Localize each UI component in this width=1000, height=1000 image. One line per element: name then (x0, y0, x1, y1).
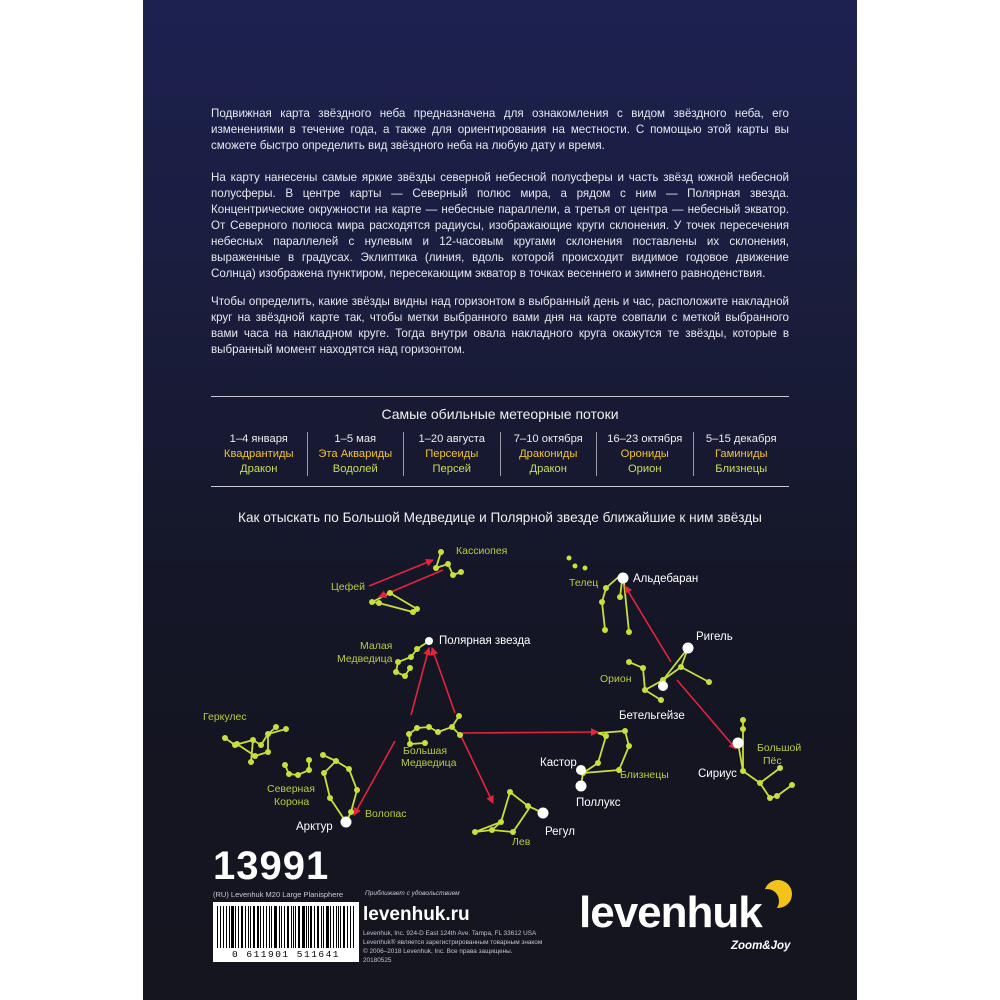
arrow-to-sirius (677, 680, 736, 749)
arrow-to-castor (462, 732, 598, 733)
corona-label-line2: Корона (274, 796, 310, 808)
barcode-bar (287, 906, 289, 948)
barcode-bar (291, 906, 292, 948)
barcode-bar (250, 906, 251, 948)
arcturus-star (341, 817, 352, 828)
barcode-bar (279, 906, 281, 948)
catalog-number: 13991 (213, 844, 330, 888)
bright-stars (341, 573, 744, 828)
regulus-label: Регул (545, 826, 575, 838)
betelgeuse-star (658, 681, 668, 691)
barcode-digits: 0 611901 511641 (231, 949, 340, 960)
barcode-bar (226, 906, 227, 948)
barcode-bar (271, 906, 272, 948)
meteor-date: 7–10 октября (513, 433, 583, 445)
meteor-shower (500, 432, 597, 476)
meteor-constellation: Орион (627, 463, 662, 475)
barcode-bar (353, 906, 354, 948)
canis-major-label-line2: Пёс (763, 755, 782, 767)
corona-label-line1: Северная (267, 783, 315, 795)
meteor-table (211, 432, 789, 476)
meteor-date: 1–5 мая (334, 433, 377, 445)
meteor-shower (307, 432, 404, 476)
arrow-to-cassiopeia (369, 560, 433, 586)
gemini-label: Близнецы (620, 769, 669, 781)
rigel-label: Ригель (696, 631, 733, 643)
barcode-bar (269, 906, 270, 948)
barcode-bar (229, 906, 230, 948)
leo-figure (475, 792, 543, 832)
meteor-shower (596, 432, 693, 476)
constellation-diagram (143, 530, 857, 850)
barcode-bar (330, 906, 331, 948)
ursa-minor-label-line1: Малая (360, 640, 393, 652)
bootes-label: Волопас (365, 808, 407, 820)
meteor-name: Персеиды (425, 448, 479, 460)
footer (143, 840, 857, 1000)
legal-line: Levenhuk® является зарегистрированным товарным знаком (363, 939, 543, 946)
ursa-major-label-line1: Большая (403, 745, 448, 757)
meteor-constellation: Дракон (240, 463, 278, 475)
barcode-bar (314, 906, 315, 948)
barcode-bar (347, 906, 349, 948)
meteor-constellation: Водолей (332, 463, 378, 475)
barcode-bar (306, 906, 307, 948)
barcode-bar (321, 906, 322, 948)
sirius-star (733, 738, 744, 749)
recommend-note: Приближает с удовольствием (365, 890, 460, 897)
barcode-bar (350, 906, 351, 948)
legal-line: © 2006–2018 Levenhuk, Inc. Все права защищены. (363, 948, 513, 955)
betelgeuse-label: Бетельгейзе (619, 710, 685, 722)
castor-star (576, 765, 586, 775)
barcode-bar (293, 906, 294, 948)
canis-major-label-line1: Большой (757, 742, 802, 754)
website-link[interactable]: levenhuk.ru (363, 904, 470, 925)
polaris-label: Полярная звезда (439, 635, 531, 647)
back-cover (143, 0, 857, 1000)
barcode-bar (253, 906, 256, 948)
meteor-date: 16–23 октября (607, 433, 683, 445)
legal-line: 20180525 (363, 957, 392, 964)
divider-top (211, 396, 789, 397)
barcode-bar (310, 906, 312, 948)
meteor-name: Квадрантиды (223, 448, 294, 460)
meteor-shower (211, 432, 307, 476)
barcode (213, 902, 359, 962)
barcode-bar (245, 906, 246, 948)
ursa-minor-label-line2: Медведица (337, 653, 393, 665)
arrow-to-polaris-2 (432, 648, 455, 713)
leo-label: Лев (512, 836, 531, 848)
barcode-bar (241, 906, 243, 948)
rigel-star (683, 643, 694, 654)
barcode-bar (298, 906, 300, 948)
ursa-major-label-line2: Медведица (401, 757, 457, 769)
pollux-label: Поллукс (576, 797, 621, 809)
meteor-date: 1–20 августа (418, 433, 486, 445)
divider-bottom (211, 486, 789, 487)
regulus-star (538, 808, 549, 819)
barcode-bar (248, 906, 249, 948)
barcode-bar (317, 906, 319, 948)
castor-label: Кастор (540, 757, 577, 769)
meteor-date: 5–15 декабря (705, 433, 777, 445)
barcode-bar (217, 906, 218, 948)
barcode-bar (260, 906, 261, 948)
barcode-bar (281, 906, 282, 948)
cepheus-label: Цефей (331, 581, 365, 593)
barcode-bar (257, 906, 259, 948)
sirius-label: Сириус (698, 768, 737, 780)
arrow-to-aldebaran (625, 586, 671, 662)
arcturus-label: Арктур (296, 821, 333, 833)
meteor-date: 1–4 января (229, 433, 288, 445)
barcode-bar (295, 906, 296, 948)
barcode-bar (343, 906, 345, 948)
barcode-bar (220, 906, 221, 948)
barcode-bar (266, 906, 268, 948)
barcode-bar (308, 906, 309, 948)
meteor-name: Дракониды (519, 448, 578, 460)
barcode-bar (326, 906, 329, 948)
legal-line: Levenhuk, Inc. 924-D East 124th Ave. Tampa, FL 33612 USA (363, 930, 537, 937)
barcode-bar (223, 906, 225, 948)
barcode-bar (231, 906, 234, 948)
taurus-label: Телец (569, 577, 599, 589)
barcode-bar (338, 906, 339, 948)
meteor-constellation: Близнецы (715, 463, 768, 475)
barcode-bars (217, 906, 355, 948)
hercules-label: Геркулес (203, 711, 247, 723)
meteor-table-title: Самые обильные метеорные потоки (381, 406, 619, 422)
meteor-shower (693, 432, 790, 476)
meteor-name: Гаминиды (714, 448, 768, 460)
barcode-bar (333, 906, 334, 948)
orion-label: Орион (600, 673, 632, 685)
barcode-bar (274, 906, 277, 948)
meteor-constellation: Дракон (529, 463, 567, 475)
meteor-shower (403, 432, 500, 476)
barcode-bar (235, 906, 236, 948)
barcode-bar (238, 906, 240, 948)
barcode-bar (340, 906, 341, 948)
pointer-arrows (354, 560, 736, 815)
brand-logo: levenhuk (579, 888, 762, 937)
meteor-constellation: Персей (432, 463, 472, 475)
barcode-bar (263, 906, 264, 948)
intro-paragraph-1: Подвижная карта звёздного неба предназначена для ознакомления с видом звёздного неба, его изменениями в течение года, а также для ориентирования на местности. С помощью этой карты вы сможете быстро определить вид звёздного неба на любую дату и время. (211, 107, 789, 152)
pollux-star (576, 781, 587, 792)
polaris-star (425, 637, 433, 645)
diagram-title: Как отыскать по Большой Медведице и Полярной звезде ближайшие к ним звёзды (238, 510, 762, 525)
intro-paragraph-2: На карту нанесены самые яркие звёзды северной небесной полусферы и часть звёзд южной небесной полусферы. В центре карты — Северный полюс мира, а рядом с ним — Полярная звезда. Концентрические окружности на карте — небесные параллели, а третья от центра — небесный экватор. От Северного полюса мира расходятся радиусы, изображающие круги склонения. У точек пересечения небесных параллелей с нулевым и 12-часовым кругами склонения поставлены их склонения, выраженные в градусах. Эклиптика (линия, вдоль которой происходит видимое годовое движение Солнца) изображена пунктиром, пересекающим экватор в точках весеннего и зимнего равноденствия. (211, 171, 789, 280)
barcode-bar (284, 906, 285, 948)
aldebaran-star (618, 573, 629, 584)
cassiopeia-label: Кассиопея (456, 545, 508, 557)
barcode-bar (336, 906, 338, 948)
arrow-to-leo (461, 736, 493, 803)
meteor-name: Эта Аквариды (318, 448, 393, 460)
meteor-name: Орониды (620, 448, 669, 460)
barcode-bar (323, 906, 324, 948)
arrow-to-arcturus (354, 741, 395, 815)
product-name: (RU) Levenhuk M20 Large Planisphere (213, 890, 344, 899)
brand-tagline: Zoom&Joy (731, 940, 791, 952)
barcode-bar (302, 906, 305, 948)
aldebaran-label: Альдебаран (633, 573, 699, 585)
intro-paragraph-3: Чтобы определить, какие звёзды видны над горизонтом в выбранный день и час, расположите накладной круг на звёздной карте так, чтобы метки выбранного вами дня на карте совпали с меткой выбранного вами часа на накладном круге. Тогда внутри овала накладного круга окажутся те звёзды, которые в выбранный момент находятся над горизонтом. (211, 295, 789, 356)
